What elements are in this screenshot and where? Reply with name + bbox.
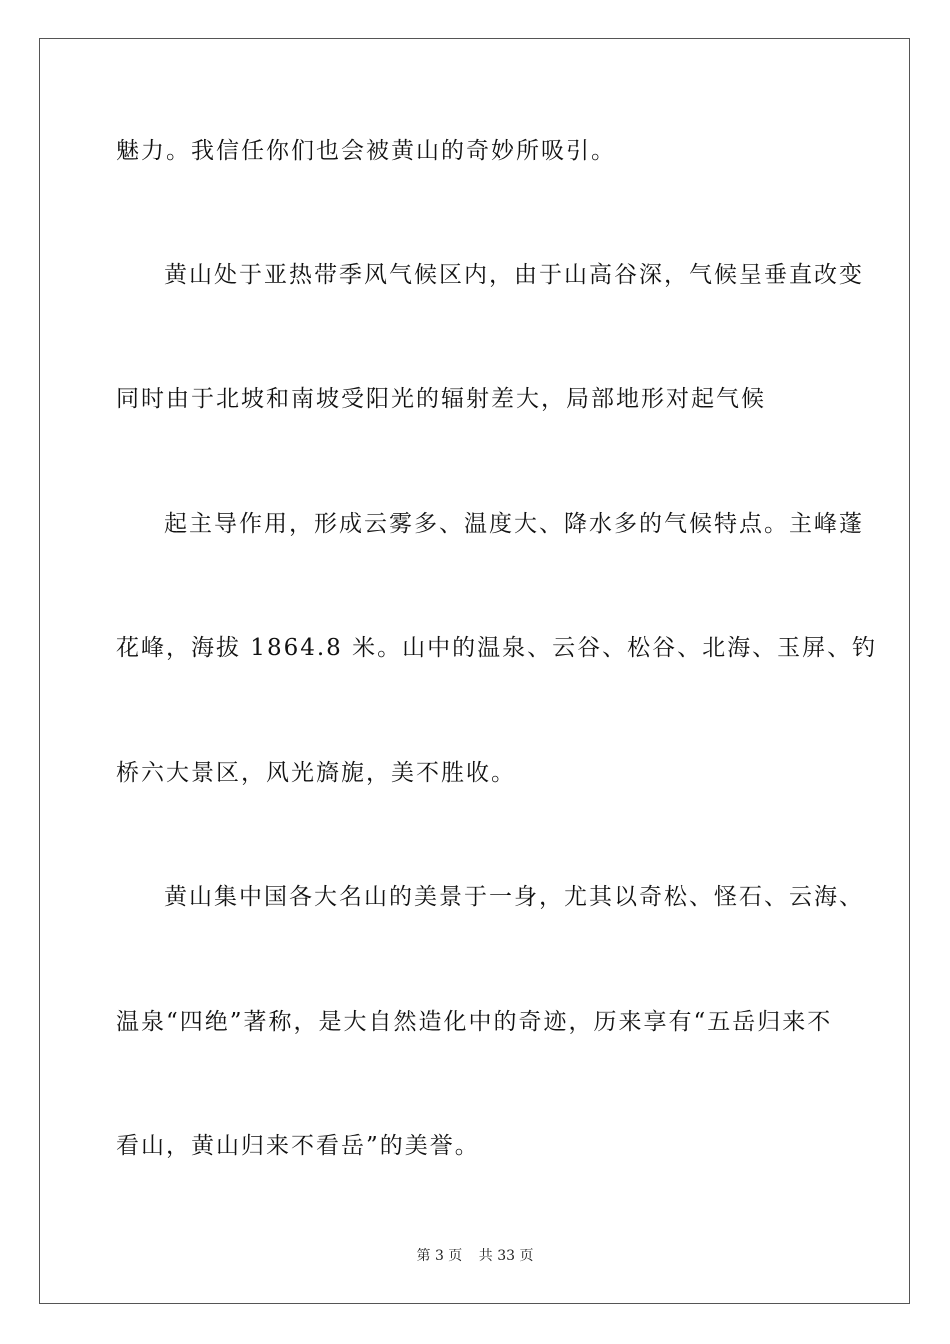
text-line-8: 温泉“四绝”著称，是大自然造化中的奇迹，历来享有“五岳归来不 xyxy=(116,1009,833,1035)
page-total: 共 33 页 xyxy=(478,1248,534,1264)
text-line-6: 桥六大景区，风光旖旎，美不胜收。 xyxy=(116,760,516,786)
text-line-4: 起主导作用，形成云雾多、温度大、降水多的气候特点。主峰蓬 xyxy=(164,511,864,537)
page-number: 第 3 页 xyxy=(416,1248,463,1264)
page-border xyxy=(39,38,910,1304)
page-footer xyxy=(0,1247,950,1265)
text-line-7: 黄山集中国各大名山的美景于一身，尤其以奇松、怪石、云海、 xyxy=(164,884,864,910)
text-line-9: 看山，黄山归来不看岳”的美誉。 xyxy=(116,1133,480,1159)
text-line-2: 黄山处于亚热带季风气候区内，由于山高谷深，气候呈垂直改变 xyxy=(164,262,864,288)
text-line-3: 同时由于北坡和南坡受阳光的辐射差大，局部地形对起气候 xyxy=(116,386,766,412)
text-line-5: 花峰，海拔 1864.8 米。山中的温泉、云谷、松谷、北海、玉屏、钓 xyxy=(116,635,878,661)
text-line-1: 魅力。我信任你们也会被黄山的奇妙所吸引。 xyxy=(116,138,616,164)
